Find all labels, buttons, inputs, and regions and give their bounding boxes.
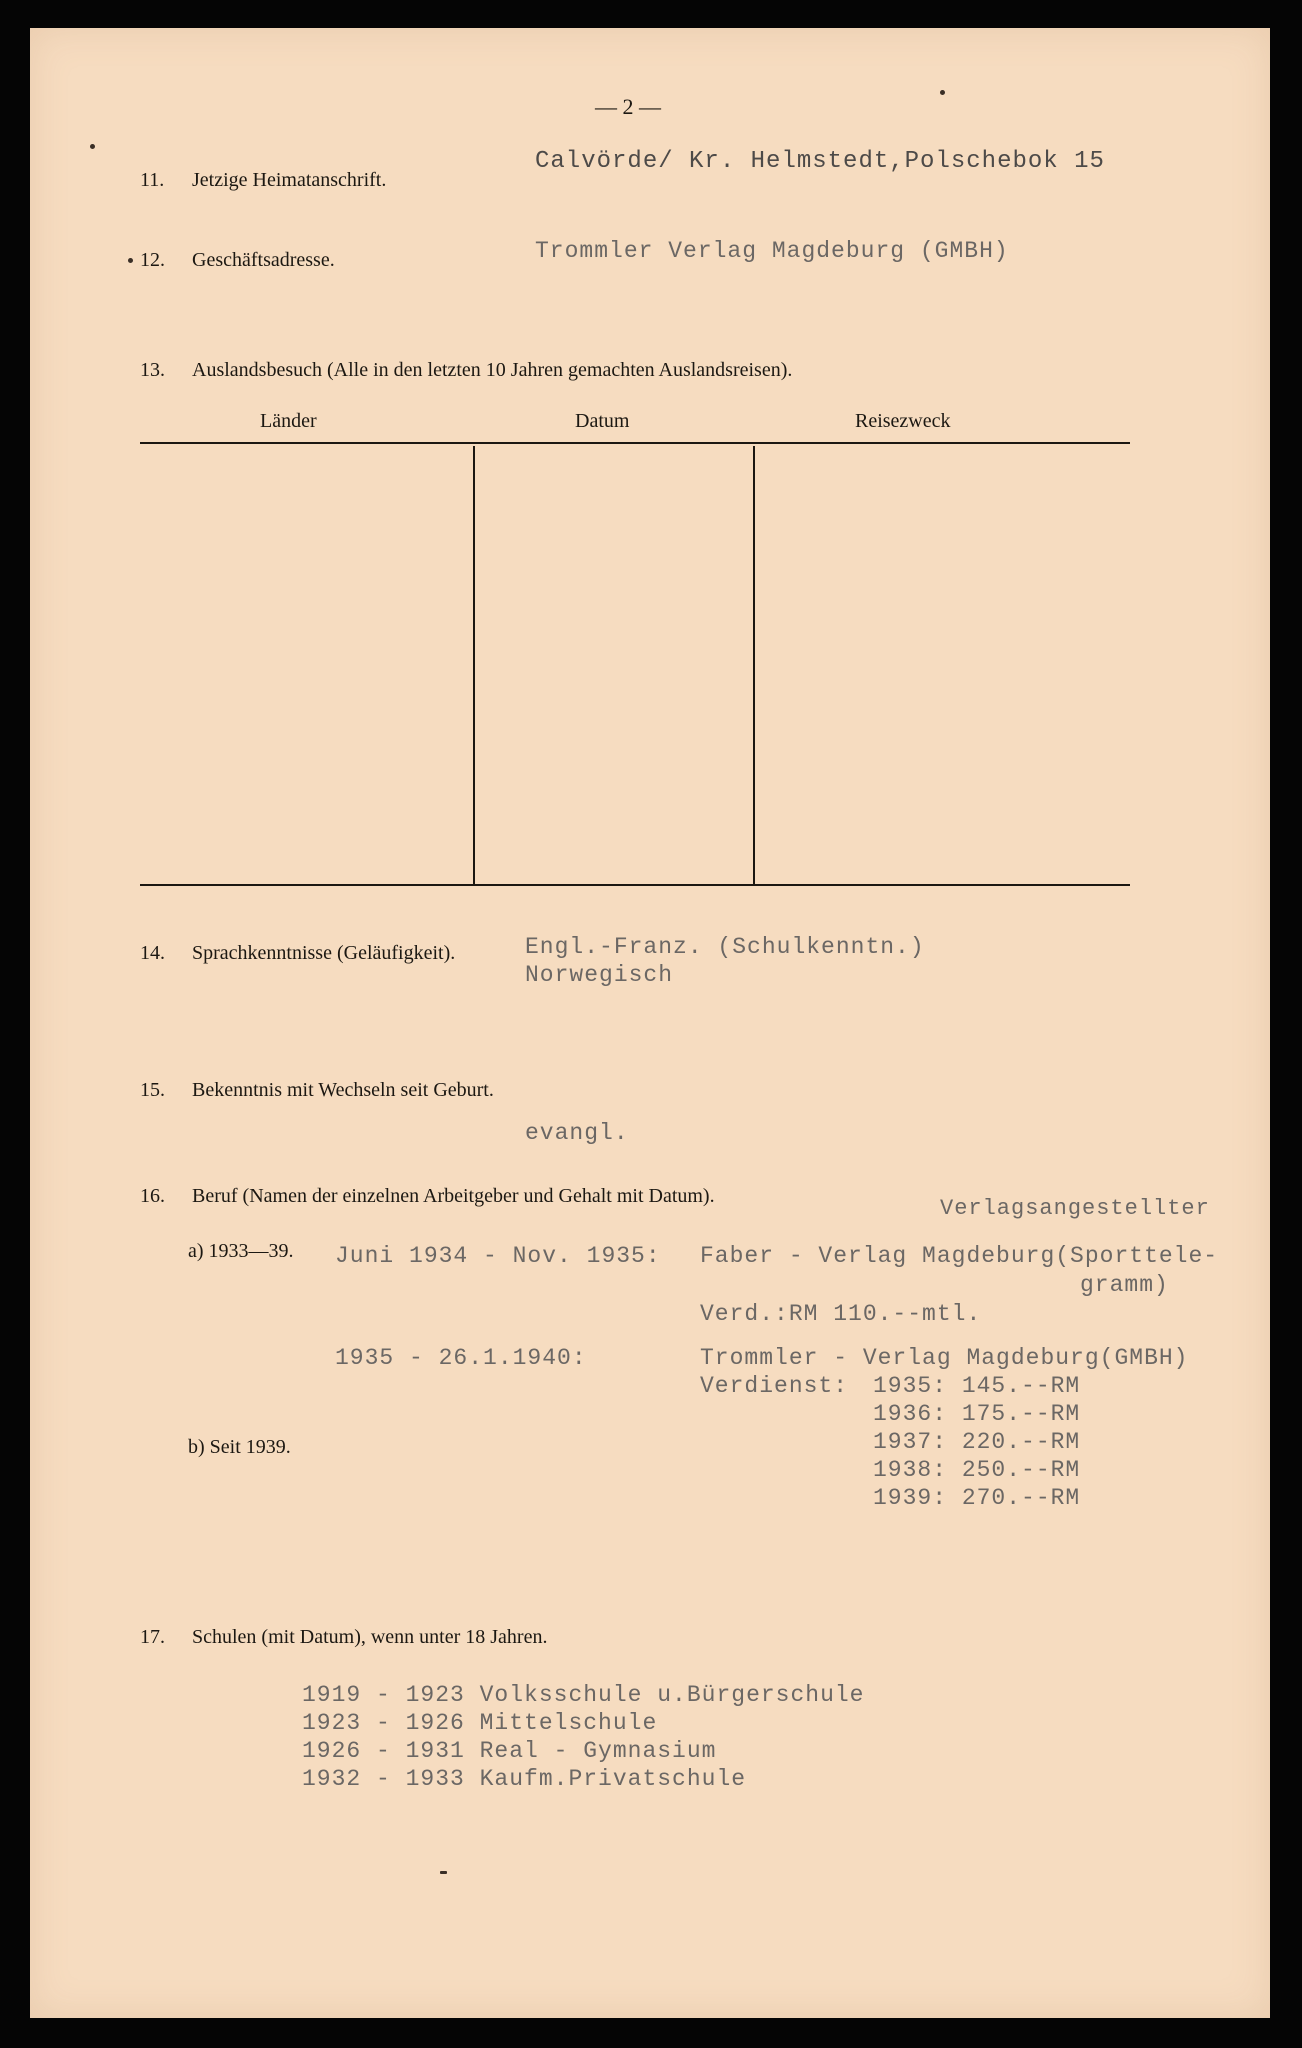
item-14-answer-line1: Engl.-Franz. (Schulkenntn.) (525, 934, 925, 960)
paper-speck (940, 90, 945, 95)
item-12-number: 12. (140, 249, 165, 271)
entry-2-salary-label: Verdienst: (700, 1373, 849, 1399)
salary-1936: 1936: 175.--RM (873, 1401, 1081, 1427)
paper-speck (128, 258, 133, 263)
item-16a-label: a) 1933—39. (188, 1240, 294, 1262)
school-1: 1919 - 1923 Volksschule u.Bürgerschule (302, 1682, 865, 1708)
table-bottom-rule (140, 884, 1130, 886)
item-16-number: 16. (140, 1185, 165, 1207)
item-14-label: Sprachkenntnisse (Geläufigkeit). (192, 942, 456, 964)
form-page (30, 28, 1270, 2018)
item-14-answer-line2: Norwegisch (525, 962, 674, 988)
salary-1938: 1938: 250.--RM (873, 1457, 1081, 1483)
paper-speck (90, 144, 95, 149)
item-16-note: Verlagsangestellter (940, 1196, 1210, 1221)
item-16b-label: b) Seit 1939. (188, 1436, 291, 1458)
table-divider-1 (473, 446, 475, 884)
item-17-label: Schulen (mit Datum), wenn unter 18 Jahren. (192, 1626, 548, 1648)
item-15-number: 15. (140, 1079, 165, 1101)
page-number: — 2 — (595, 94, 661, 119)
entry-1-employer: Faber - Verlag Magdeburg(Sporttele- (700, 1243, 1219, 1269)
item-14-number: 14. (140, 942, 165, 964)
entry-2-employer: Trommler - Verlag Magdeburg(GMBH) (700, 1345, 1189, 1371)
item-15-label: Bekenntnis mit Wechseln seit Geburt. (192, 1079, 494, 1101)
school-4: 1932 - 1933 Kaufm.Privatschule (302, 1766, 747, 1792)
entry-1-salary: Verd.:RM 110.--mtl. (700, 1301, 982, 1327)
entry-2-dates: 1935 - 26.1.1940: (335, 1345, 587, 1371)
item-11-number: 11. (140, 169, 165, 191)
column-header-laender: Länder (260, 410, 317, 432)
item-17-number: 17. (140, 1626, 165, 1648)
item-15-answer: evangl. (525, 1120, 629, 1146)
column-header-reisezweck: Reisezweck (855, 410, 951, 432)
salary-1939: 1939: 270.--RM (873, 1485, 1081, 1511)
salary-1935: 1935: 145.--RM (873, 1373, 1081, 1399)
school-3: 1926 - 1931 Real - Gymnasium (302, 1738, 717, 1764)
item-12-answer: Trommler Verlag Magdeburg (GMBH) (535, 238, 1009, 264)
item-16-label: Beruf (Namen der einzelnen Arbeitgeber und Gehalt mit Datum). (192, 1185, 715, 1207)
entry-1-employer-continued: gramm) (1080, 1272, 1169, 1298)
column-header-datum: Datum (575, 410, 630, 432)
table-divider-2 (753, 446, 755, 884)
item-11-label: Jetzige Heimatanschrift. (192, 169, 387, 191)
item-13-label: Auslandsbesuch (Alle in den letzten 10 Jahren gemachten Auslandsreisen). (192, 359, 793, 381)
paper-speck (440, 1871, 447, 1874)
school-2: 1923 - 1926 Mittelschule (302, 1710, 658, 1736)
item-11-answer: Calvörde/ Kr. Helmstedt,Polschebok 15 (535, 148, 1105, 175)
item-13-number: 13. (140, 359, 165, 381)
table-top-rule (140, 442, 1130, 444)
salary-1937: 1937: 220.--RM (873, 1429, 1081, 1455)
item-12-label: Geschäftsadresse. (192, 249, 335, 271)
entry-1-dates: Juni 1934 - Nov. 1935: (335, 1243, 661, 1269)
